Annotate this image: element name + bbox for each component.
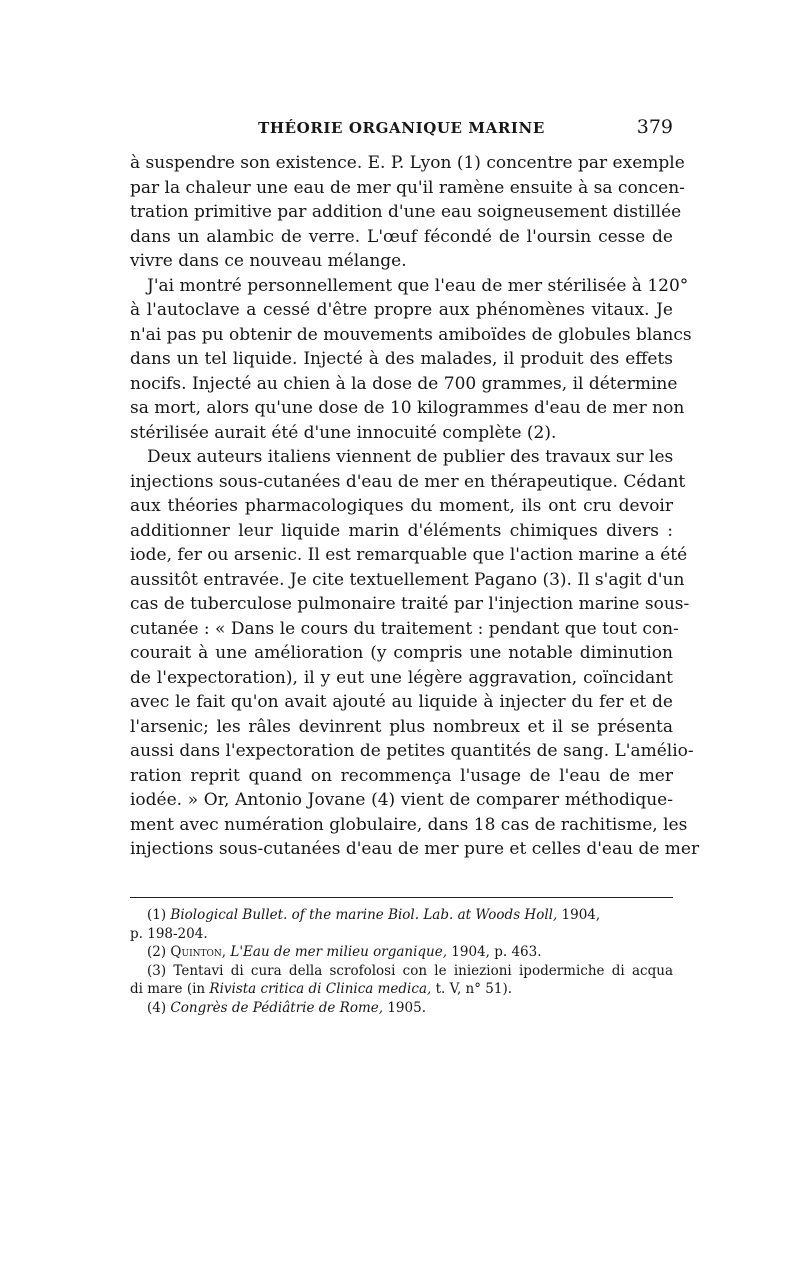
text-line: Deux auteurs italiens viennent de publier des travaux sur les <box>147 447 674 467</box>
text-line: avec le fait qu'on avait ajouté au liquide à injecter du fer et de <box>130 692 673 712</box>
footnote-text: Tentavi di cura della scrofolosi con le iniezioni ipodermiche di acqua <box>173 962 673 979</box>
text-line: nocifs. Injecté au chien à la dose de 700 grammes, il détermine <box>130 373 678 394</box>
footnote-1 <box>130 906 673 925</box>
footnote-4 <box>130 999 673 1018</box>
footnotes <box>130 906 673 1017</box>
footnote-year: 1904, <box>557 907 601 923</box>
text-line: aussi dans l'expectoration de petites quantités de sang. L'amélio- <box>130 741 694 761</box>
text-line: tration primitive par addition d'une eau soigneusement distillée <box>130 202 682 222</box>
text-line: ment avec numération globulaire, dans 18 cas de rachitisme, les <box>130 814 688 835</box>
footnote-number: (1) <box>147 907 167 923</box>
text-line: injections sous-cutanées d'eau de mer en thérapeutique. Cédant <box>130 471 686 492</box>
footnote-title: L'Eau de mer milieu organique, <box>230 944 448 960</box>
footnote-author: Quinton, <box>170 944 227 960</box>
footnote-text: di mare (in <box>130 981 210 997</box>
text-line: J'ai montré personnellement que l'eau de mer stérilisée à 120° <box>147 275 689 296</box>
page-number: 379 <box>636 116 673 138</box>
text-line: l'arsenic; les râles devinrent plus nombreux et il se présenta <box>130 716 673 737</box>
text-line: courait à une amélioration (y compris une notable diminution <box>130 643 673 663</box>
footnote-rest: 1905. <box>383 999 426 1016</box>
footnote-rule <box>130 897 673 898</box>
text-line: additionner leur liquide marin d'éléments chimiques divers : <box>130 520 673 541</box>
text-line: iode, fer ou arsenic. Il est remarquable que l'action marine a été <box>130 545 688 565</box>
footnote-1-continued: p. 198-204. <box>130 925 208 942</box>
footnote-3-continued <box>130 980 673 999</box>
running-title: THÉORIE ORGANIQUE MARINE <box>258 119 545 137</box>
text-line: ration reprit quand on recommença l'usage de l'eau de mer <box>130 765 673 786</box>
text-line: sa mort, alors qu'une dose de 10 kilogrammes d'eau de mer non <box>130 398 685 418</box>
footnote-rest: t. V, n° 51). <box>431 981 513 997</box>
text-line: iodée. » Or, Antonio Jovane (4) vient de comparer méthodique- <box>130 790 673 810</box>
footnote-2 <box>130 943 673 962</box>
text-line: de l'expectoration), il y eut une légère aggravation, coïncidant <box>130 667 673 688</box>
text-line: à suspendre son existence. E. P. Lyon (1) concentre par exemple <box>130 153 685 173</box>
footnote-number: (2) <box>147 944 167 960</box>
text-line: dans un tel liquide. Injecté à des malades, il produit des effets <box>130 349 673 369</box>
body-text <box>130 151 700 862</box>
text-line: injections sous-cutanées d'eau de mer pure et celles d'eau de mer <box>130 839 700 859</box>
text-line: aussitôt entravée. Je cite textuellement Pagano (3). Il s'agit d'un <box>130 569 685 590</box>
text-line: aux théories pharmacologiques du moment, ils ont cru devoir <box>130 496 673 516</box>
footnote-3 <box>130 962 673 981</box>
page-header <box>130 116 673 142</box>
footnote-title: Congrès de Pédiâtrie de Rome, <box>170 999 384 1016</box>
text-line: stérilisée aurait été d'une innocuité complète (2). <box>130 422 557 443</box>
footnote-rest: 1904, p. 463. <box>447 944 542 960</box>
footnote-number: (3) <box>147 962 167 979</box>
footnote-title: Rivista critica di Clinica medica, <box>209 981 432 997</box>
footnote-number: (4) <box>147 999 167 1016</box>
text-line: à l'autoclave a cessé d'être propre aux phénomènes vitaux. Je <box>130 300 673 320</box>
text-line: n'ai pas pu obtenir de mouvements amiboïdes de globules blancs <box>130 324 692 345</box>
text-line: par la chaleur une eau de mer qu'il ramène ensuite à sa concen- <box>130 177 685 198</box>
text-line: vivre dans ce nouveau mélange. <box>130 251 407 271</box>
text-line: cutanée : « Dans le cours du traitement : pendant que tout con- <box>130 618 679 639</box>
text-line: dans un alambic de verre. L'œuf fécondé de l'oursin cesse de <box>130 226 673 247</box>
footnote-title: Biological Bullet. of the marine Biol. Lab. at Woods Holl, <box>170 907 558 923</box>
text-line: cas de tuberculose pulmonaire traité par l'injection marine sous- <box>130 594 690 614</box>
